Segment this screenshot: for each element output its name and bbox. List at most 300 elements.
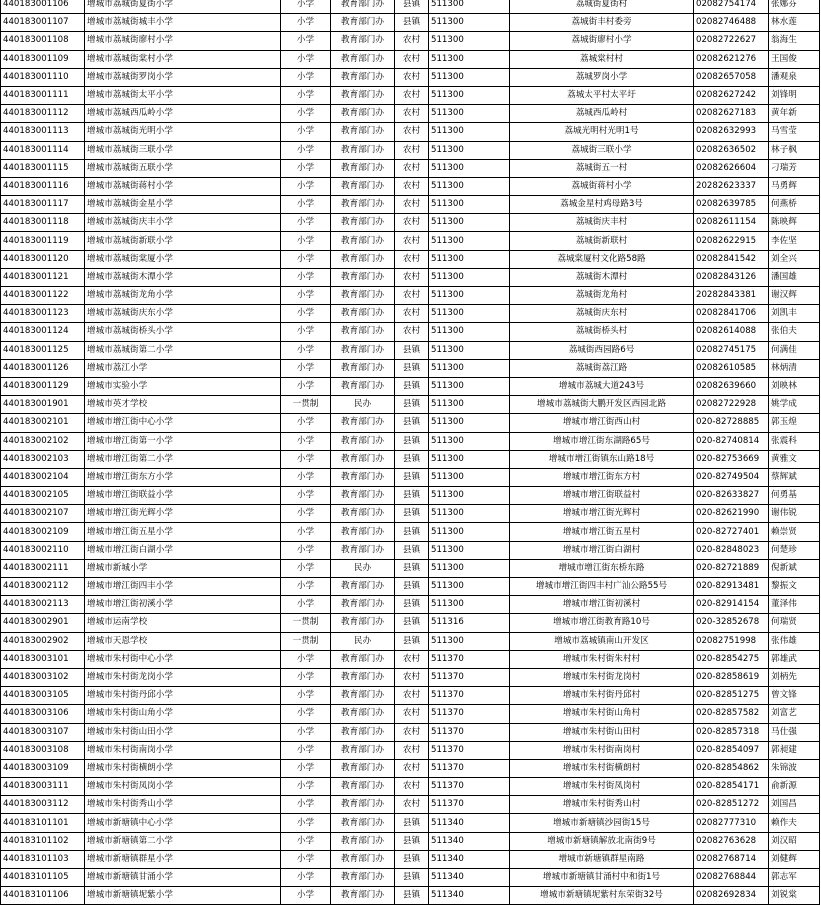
organizer-cell: 教育部门办	[331, 887, 395, 905]
organizer-cell: 民办	[331, 396, 395, 414]
principal-cell: 刘凯丰	[769, 305, 820, 323]
postal-code-cell: 511300	[429, 0, 510, 14]
address-cell: 荔城街桥头村	[510, 323, 694, 341]
address-cell: 增城市朱村街朱村村	[510, 650, 694, 668]
school-type-cell: 小学	[281, 523, 331, 541]
phone-cell: 020-82914154	[694, 596, 769, 614]
postal-code-cell: 511300	[429, 414, 510, 432]
school-name-cell: 增城市增江街东方小学	[85, 468, 281, 486]
address-cell: 荔城光明村光明1号	[510, 123, 694, 141]
school-type-cell: 小学	[281, 723, 331, 741]
phone-cell: 020-82721889	[694, 559, 769, 577]
table-row	[1, 487, 820, 505]
address-cell: 荔城街龙角村	[510, 287, 694, 305]
postal-code-cell: 511370	[429, 668, 510, 686]
principal-cell: 马雪莹	[769, 123, 820, 141]
area-type-cell: 县镇	[395, 396, 429, 414]
address-cell: 增城市新塘镇沙园街15号	[510, 814, 694, 832]
address-cell: 增城市朱村街山田村	[510, 723, 694, 741]
table-row	[1, 268, 820, 286]
table-row	[1, 232, 820, 250]
school-name-cell: 增城市英才学校	[85, 396, 281, 414]
principal-cell: 林水莲	[769, 14, 820, 32]
phone-cell: 020-82749504	[694, 468, 769, 486]
postal-code-cell: 511300	[429, 214, 510, 232]
phone-cell: 020-82857318	[694, 723, 769, 741]
postal-code-cell: 511300	[429, 578, 510, 596]
organizer-cell: 教育部门办	[331, 232, 395, 250]
address-cell: 荔城棠厦村文化路58路	[510, 250, 694, 268]
area-type-cell: 农村	[395, 687, 429, 705]
table-row	[1, 541, 820, 559]
organizer-cell: 教育部门办	[331, 850, 395, 868]
postal-code-cell: 511300	[429, 305, 510, 323]
principal-cell: 姚学成	[769, 396, 820, 414]
area-type-cell: 农村	[395, 759, 429, 777]
school-code-cell: 440183001115	[1, 159, 85, 177]
postal-code-cell: 511300	[429, 159, 510, 177]
area-type-cell: 县镇	[395, 832, 429, 850]
postal-code-cell: 511300	[429, 487, 510, 505]
school-type-cell: 小学	[281, 159, 331, 177]
phone-cell: 02082692834	[694, 887, 769, 905]
table-row	[1, 668, 820, 686]
school-name-cell: 增城市荔城西瓜岭小学	[85, 105, 281, 123]
school-code-cell: 440183101103	[1, 850, 85, 868]
school-type-cell: 小学	[281, 796, 331, 814]
school-name-cell: 增城市荔城街廖村小学	[85, 32, 281, 50]
postal-code-cell: 511300	[429, 377, 510, 395]
postal-code-cell: 511340	[429, 887, 510, 905]
postal-code-cell: 511300	[429, 468, 510, 486]
school-code-cell: 440183002103	[1, 450, 85, 468]
address-cell: 增城市朱村街龙岗村	[510, 668, 694, 686]
organizer-cell: 教育部门办	[331, 250, 395, 268]
school-name-cell: 增城市荔城街五联小学	[85, 159, 281, 177]
postal-code-cell: 511370	[429, 723, 510, 741]
table-body	[1, 0, 820, 905]
area-type-cell: 农村	[395, 305, 429, 323]
school-type-cell: 一贯制	[281, 396, 331, 414]
school-code-cell: 440183001111	[1, 86, 85, 104]
organizer-cell: 教育部门办	[331, 578, 395, 596]
organizer-cell: 教育部门办	[331, 505, 395, 523]
principal-cell: 郭志军	[769, 869, 820, 887]
school-name-cell: 增城市荔城街太平小学	[85, 86, 281, 104]
organizer-cell: 教育部门办	[331, 214, 395, 232]
organizer-cell: 教育部门办	[331, 596, 395, 614]
table-row	[1, 596, 820, 614]
phone-cell: 020-82857582	[694, 705, 769, 723]
organizer-cell: 教育部门办	[331, 705, 395, 723]
school-code-cell: 440183002111	[1, 559, 85, 577]
area-type-cell: 县镇	[395, 0, 429, 14]
school-type-cell: 小学	[281, 232, 331, 250]
organizer-cell: 教育部门办	[331, 0, 395, 14]
phone-cell: 020-82728885	[694, 414, 769, 432]
table-row	[1, 341, 820, 359]
school-code-cell: 440183003105	[1, 687, 85, 705]
table-row	[1, 414, 820, 432]
school-type-cell: 小学	[281, 887, 331, 905]
school-code-cell: 440183001114	[1, 141, 85, 159]
organizer-cell: 教育部门办	[331, 268, 395, 286]
area-type-cell: 县镇	[395, 614, 429, 632]
postal-code-cell: 511370	[429, 778, 510, 796]
postal-code-cell: 511370	[429, 687, 510, 705]
school-name-cell: 增城市荔城街棠村小学	[85, 50, 281, 68]
address-cell: 荔城街夏街村	[510, 0, 694, 14]
school-type-cell: 小学	[281, 32, 331, 50]
postal-code-cell: 511370	[429, 796, 510, 814]
postal-code-cell: 511300	[429, 123, 510, 141]
organizer-cell: 教育部门办	[331, 450, 395, 468]
school-code-cell: 440183001125	[1, 341, 85, 359]
school-code-cell: 440183003111	[1, 778, 85, 796]
organizer-cell: 教育部门办	[331, 32, 395, 50]
postal-code-cell: 511300	[429, 523, 510, 541]
area-type-cell: 农村	[395, 177, 429, 195]
school-type-cell: 小学	[281, 778, 331, 796]
phone-cell: 020-82753669	[694, 450, 769, 468]
principal-cell: 林炳清	[769, 359, 820, 377]
school-name-cell: 增城市增江街初溪小学	[85, 596, 281, 614]
school-name-cell: 增城市新塘镇中心小学	[85, 814, 281, 832]
table-row	[1, 578, 820, 596]
area-type-cell: 县镇	[395, 414, 429, 432]
organizer-cell: 教育部门办	[331, 614, 395, 632]
school-code-cell: 440183001112	[1, 105, 85, 123]
table-row	[1, 887, 820, 905]
address-cell: 荔城街丰村委旁	[510, 14, 694, 32]
address-cell: 荔城街庆东村	[510, 305, 694, 323]
principal-cell: 潘国雄	[769, 268, 820, 286]
address-cell: 增城市朱村街横朗村	[510, 759, 694, 777]
school-name-cell: 增城市朱村街丹邱小学	[85, 687, 281, 705]
school-name-cell: 增城市荔江小学	[85, 359, 281, 377]
school-type-cell: 小学	[281, 68, 331, 86]
phone-cell: 020-82848023	[694, 541, 769, 559]
phone-cell: 02082639785	[694, 196, 769, 214]
school-type-cell: 小学	[281, 832, 331, 850]
organizer-cell: 教育部门办	[331, 487, 395, 505]
organizer-cell: 民办	[331, 632, 395, 650]
principal-cell: 张伟雄	[769, 632, 820, 650]
table-row	[1, 196, 820, 214]
principal-cell: 张伯夫	[769, 323, 820, 341]
principal-cell: 郭昶建	[769, 741, 820, 759]
phone-cell: 02082639660	[694, 377, 769, 395]
postal-code-cell: 511300	[429, 141, 510, 159]
school-code-cell: 440183002901	[1, 614, 85, 632]
school-name-cell: 增城市增江街中心小学	[85, 414, 281, 432]
school-type-cell: 小学	[281, 0, 331, 14]
organizer-cell: 民办	[331, 559, 395, 577]
address-cell: 增城市增江街西山村	[510, 414, 694, 432]
area-type-cell: 农村	[395, 668, 429, 686]
table-row	[1, 32, 820, 50]
school-name-cell: 增城市新塘镇第二小学	[85, 832, 281, 850]
postal-code-cell: 511370	[429, 741, 510, 759]
phone-cell: 02082751998	[694, 632, 769, 650]
organizer-cell: 教育部门办	[331, 759, 395, 777]
school-type-cell: 小学	[281, 323, 331, 341]
table-row	[1, 687, 820, 705]
school-code-cell: 440183002105	[1, 487, 85, 505]
phone-cell: 02082722627	[694, 32, 769, 50]
organizer-cell: 教育部门办	[331, 796, 395, 814]
phone-cell: 02082746488	[694, 14, 769, 32]
phone-cell: 02082657058	[694, 68, 769, 86]
postal-code-cell: 511370	[429, 705, 510, 723]
principal-cell: 黄雅文	[769, 450, 820, 468]
principal-cell: 刘映林	[769, 377, 820, 395]
area-type-cell: 农村	[395, 778, 429, 796]
school-code-cell: 440183001119	[1, 232, 85, 250]
table-row	[1, 0, 820, 14]
address-cell: 增城市朱村街凤岗村	[510, 778, 694, 796]
phone-cell: 02082768714	[694, 850, 769, 868]
school-code-cell: 440183001129	[1, 377, 85, 395]
table-row	[1, 359, 820, 377]
postal-code-cell: 511300	[429, 359, 510, 377]
phone-cell: 020-82740814	[694, 432, 769, 450]
organizer-cell: 教育部门办	[331, 359, 395, 377]
school-code-cell: 440183003108	[1, 741, 85, 759]
address-cell: 荔城街蒋村小学	[510, 177, 694, 195]
table-row	[1, 559, 820, 577]
address-cell: 荔城街五一村	[510, 159, 694, 177]
table-row	[1, 778, 820, 796]
phone-cell: 020-82621990	[694, 505, 769, 523]
organizer-cell: 教育部门办	[331, 377, 395, 395]
organizer-cell: 教育部门办	[331, 432, 395, 450]
school-code-cell: 440183002104	[1, 468, 85, 486]
school-type-cell: 小学	[281, 578, 331, 596]
principal-cell: 林子枫	[769, 141, 820, 159]
postal-code-cell: 511300	[429, 632, 510, 650]
school-code-cell: 440183001108	[1, 32, 85, 50]
school-name-cell: 增城市增江街第二小学	[85, 450, 281, 468]
area-type-cell: 农村	[395, 323, 429, 341]
postal-code-cell: 511300	[429, 250, 510, 268]
table-row	[1, 850, 820, 868]
area-type-cell: 县镇	[395, 377, 429, 395]
school-code-cell: 440183003102	[1, 668, 85, 686]
phone-cell: 02082636502	[694, 141, 769, 159]
address-cell: 荔城西瓜岭村	[510, 105, 694, 123]
address-cell: 增城市增江街四丰村广汕公路55号	[510, 578, 694, 596]
school-code-cell: 440183002109	[1, 523, 85, 541]
table-row	[1, 723, 820, 741]
school-type-cell: 小学	[281, 487, 331, 505]
area-type-cell: 农村	[395, 141, 429, 159]
area-type-cell: 农村	[395, 796, 429, 814]
principal-cell: 王国俊	[769, 50, 820, 68]
organizer-cell: 教育部门办	[331, 50, 395, 68]
school-code-cell: 440183003112	[1, 796, 85, 814]
school-code-cell: 440183001124	[1, 323, 85, 341]
school-name-cell: 增城市新城小学	[85, 559, 281, 577]
school-type-cell: 一贯制	[281, 632, 331, 650]
postal-code-cell: 511300	[429, 432, 510, 450]
address-cell: 荔城金星村鸡母路3号	[510, 196, 694, 214]
area-type-cell: 农村	[395, 723, 429, 741]
table-row	[1, 450, 820, 468]
phone-cell: 02082768844	[694, 869, 769, 887]
school-name-cell: 增城市荔城街庆丰小学	[85, 214, 281, 232]
principal-cell: 何瑞贤	[769, 614, 820, 632]
postal-code-cell: 511300	[429, 50, 510, 68]
school-type-cell: 小学	[281, 177, 331, 195]
postal-code-cell: 511300	[429, 559, 510, 577]
address-cell: 荔城太平村太平圩	[510, 86, 694, 104]
postal-code-cell: 511300	[429, 341, 510, 359]
postal-code-cell: 511340	[429, 850, 510, 868]
school-code-cell: 440183003107	[1, 723, 85, 741]
phone-cell: 02082745175	[694, 341, 769, 359]
school-name-cell: 增城市荔城街棠厦小学	[85, 250, 281, 268]
area-type-cell: 县镇	[395, 869, 429, 887]
school-name-cell: 增城市增江街白湖小学	[85, 541, 281, 559]
school-name-cell: 增城市荔城街夏街小学	[85, 0, 281, 14]
area-type-cell: 县镇	[395, 341, 429, 359]
school-name-cell: 增城市荔城街龙角小学	[85, 287, 281, 305]
principal-cell: 何满佳	[769, 341, 820, 359]
organizer-cell: 教育部门办	[331, 123, 395, 141]
school-type-cell: 小学	[281, 450, 331, 468]
school-type-cell: 一贯制	[281, 614, 331, 632]
table-row	[1, 159, 820, 177]
school-code-cell: 440183002113	[1, 596, 85, 614]
principal-cell: 马仕强	[769, 723, 820, 741]
principal-cell: 刁瑞芳	[769, 159, 820, 177]
area-type-cell: 县镇	[395, 505, 429, 523]
school-code-cell: 440183001123	[1, 305, 85, 323]
school-type-cell: 小学	[281, 650, 331, 668]
phone-cell: 020-82854275	[694, 650, 769, 668]
table-row	[1, 68, 820, 86]
school-name-cell: 增城市荔城街罗岗小学	[85, 68, 281, 86]
organizer-cell: 教育部门办	[331, 86, 395, 104]
organizer-cell: 教育部门办	[331, 414, 395, 432]
phone-cell: 02082622915	[694, 232, 769, 250]
table-row	[1, 523, 820, 541]
area-type-cell: 农村	[395, 232, 429, 250]
school-code-cell: 440183001901	[1, 396, 85, 414]
table-row	[1, 105, 820, 123]
principal-cell: 朱锦波	[769, 759, 820, 777]
principal-cell: 何楚珍	[769, 541, 820, 559]
school-code-cell: 440183001117	[1, 196, 85, 214]
address-cell: 荔城罗岗小学	[510, 68, 694, 86]
address-cell: 荔城街新联村	[510, 232, 694, 250]
postal-code-cell: 511300	[429, 32, 510, 50]
area-type-cell: 农村	[395, 250, 429, 268]
area-type-cell: 县镇	[395, 850, 429, 868]
address-cell: 增城市新塘镇解放北南街9号	[510, 832, 694, 850]
organizer-cell: 教育部门办	[331, 177, 395, 195]
table-row	[1, 705, 820, 723]
school-name-cell: 增城市荔城街蒋村小学	[85, 177, 281, 195]
school-name-cell: 增城市荔城街新联小学	[85, 232, 281, 250]
school-name-cell: 增城市新塘镇坭紫小学	[85, 887, 281, 905]
area-type-cell: 县镇	[395, 14, 429, 32]
phone-cell: 02082621276	[694, 50, 769, 68]
school-type-cell: 小学	[281, 268, 331, 286]
principal-cell: 刘全兴	[769, 250, 820, 268]
phone-cell: 020-82854171	[694, 778, 769, 796]
area-type-cell: 农村	[395, 268, 429, 286]
principal-cell: 郭雄武	[769, 650, 820, 668]
organizer-cell: 教育部门办	[331, 68, 395, 86]
school-type-cell: 小学	[281, 850, 331, 868]
table-row	[1, 650, 820, 668]
organizer-cell: 教育部门办	[331, 14, 395, 32]
table-row	[1, 759, 820, 777]
organizer-cell: 教育部门办	[331, 687, 395, 705]
school-name-cell: 增城市朱村街山田小学	[85, 723, 281, 741]
school-code-cell: 440183101106	[1, 887, 85, 905]
area-type-cell: 农村	[395, 32, 429, 50]
school-code-cell: 440183101101	[1, 814, 85, 832]
address-cell: 荔城街庆丰村	[510, 214, 694, 232]
organizer-cell: 教育部门办	[331, 105, 395, 123]
school-code-cell: 440183002101	[1, 414, 85, 432]
school-name-cell: 增城市荔城街第二小学	[85, 341, 281, 359]
school-type-cell: 小学	[281, 141, 331, 159]
postal-code-cell: 511300	[429, 505, 510, 523]
address-cell: 荔城街木潭村	[510, 268, 694, 286]
school-type-cell: 小学	[281, 705, 331, 723]
address-cell: 增城市荔城大道243号	[510, 377, 694, 395]
phone-cell: 020-82854862	[694, 759, 769, 777]
school-type-cell: 小学	[281, 414, 331, 432]
area-type-cell: 农村	[395, 105, 429, 123]
table-row	[1, 86, 820, 104]
school-type-cell: 小学	[281, 14, 331, 32]
area-type-cell: 县镇	[395, 596, 429, 614]
phone-cell: 02082777310	[694, 814, 769, 832]
area-type-cell: 县镇	[395, 578, 429, 596]
table-row	[1, 287, 820, 305]
school-name-cell: 增城市朱村街横朗小学	[85, 759, 281, 777]
postal-code-cell: 511300	[429, 450, 510, 468]
school-code-cell: 440183001113	[1, 123, 85, 141]
address-cell: 荔城街廖村小学	[510, 32, 694, 50]
phone-cell: 020-82913481	[694, 578, 769, 596]
school-type-cell: 小学	[281, 214, 331, 232]
phone-cell: 02082627242	[694, 86, 769, 104]
table-row	[1, 250, 820, 268]
school-type-cell: 小学	[281, 668, 331, 686]
school-type-cell: 小学	[281, 505, 331, 523]
school-code-cell: 440183003101	[1, 650, 85, 668]
area-type-cell: 农村	[395, 705, 429, 723]
table-row	[1, 214, 820, 232]
phone-cell: 020-32852678	[694, 614, 769, 632]
principal-cell: 马勇辉	[769, 177, 820, 195]
table-row	[1, 632, 820, 650]
phone-cell: 020-82854097	[694, 741, 769, 759]
school-name-cell: 增城市运南学校	[85, 614, 281, 632]
school-name-cell: 增城市朱村街龙岗小学	[85, 668, 281, 686]
address-cell: 增城市增江街教育路10号	[510, 614, 694, 632]
phone-cell: 020-82851272	[694, 796, 769, 814]
postal-code-cell: 511300	[429, 177, 510, 195]
address-cell: 荔城街荔江路	[510, 359, 694, 377]
school-type-cell: 小学	[281, 741, 331, 759]
